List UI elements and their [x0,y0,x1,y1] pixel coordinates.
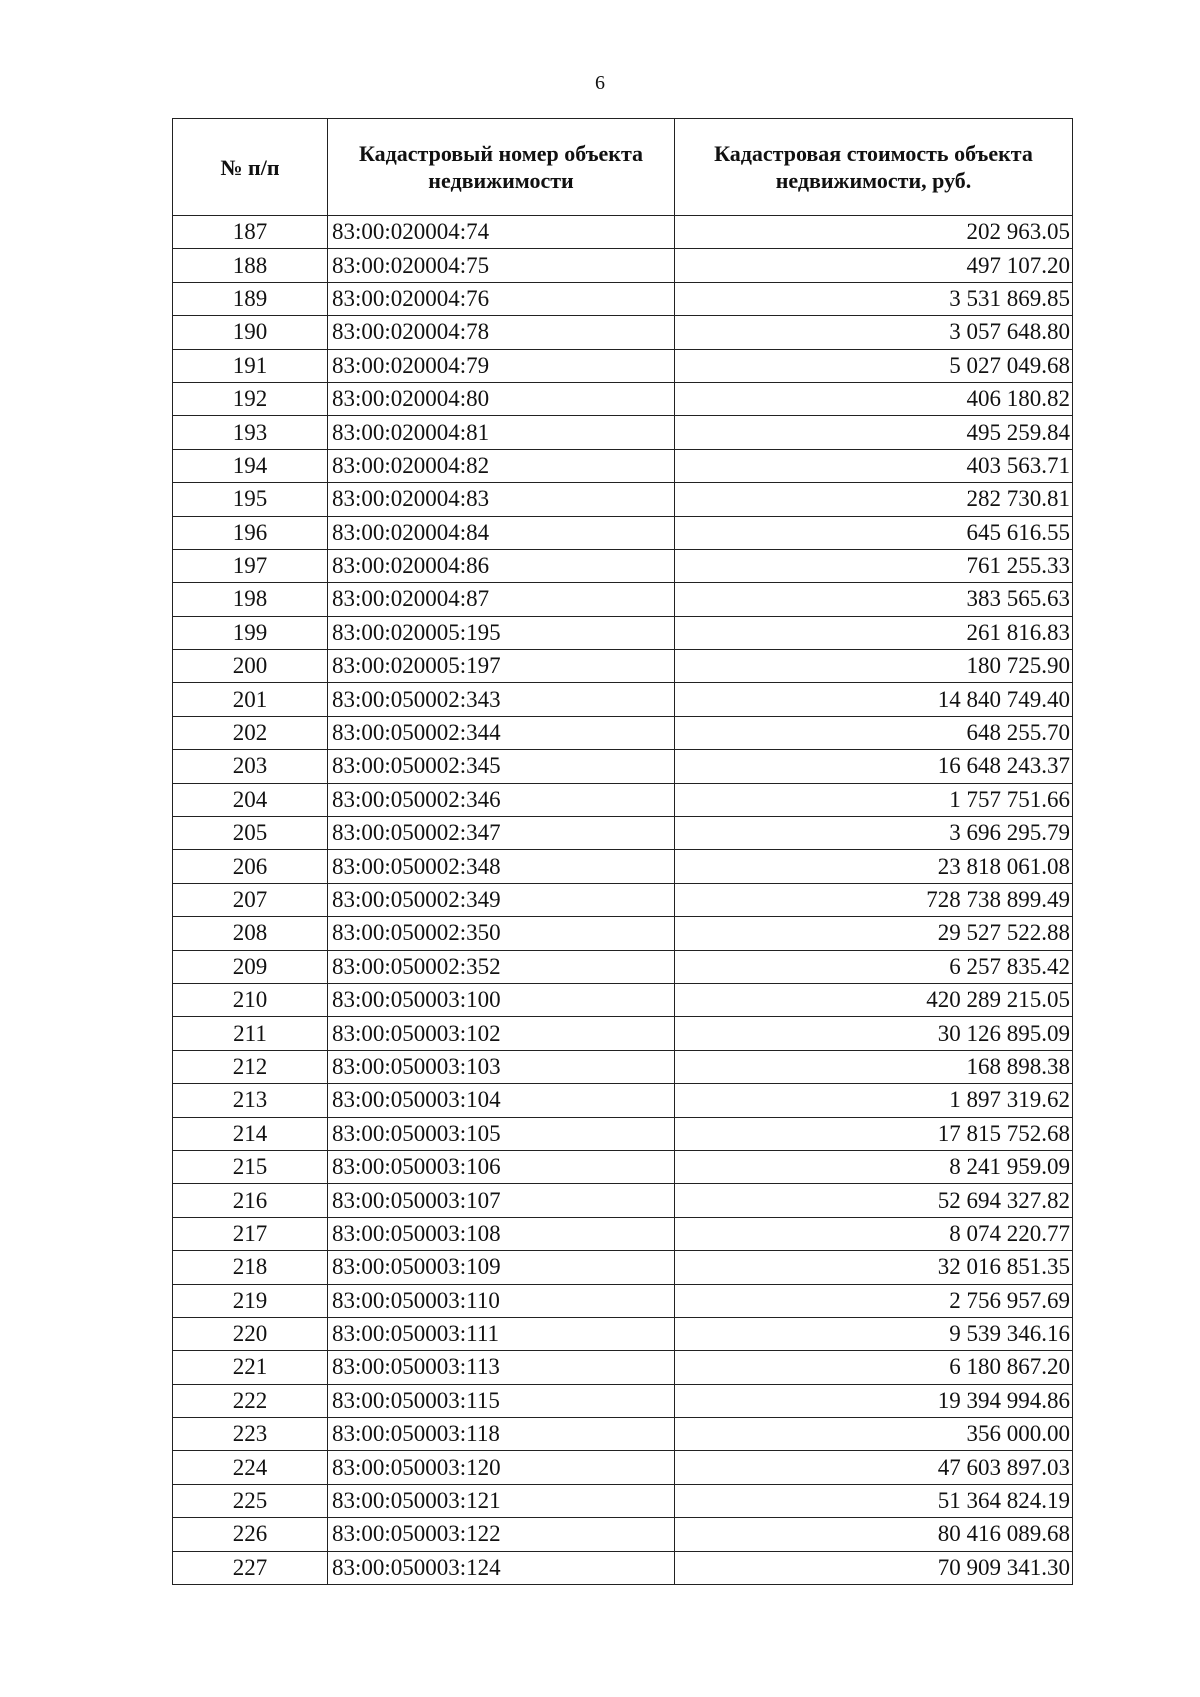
cadastral-value-cell: 495 259.84 [675,416,1073,449]
cadastral-value-cell: 420 289 215.05 [675,983,1073,1016]
table-row [173,650,1073,683]
cadastral-value-cell: 1 897 319.62 [675,1084,1073,1117]
row-number-cell: 193 [173,416,328,449]
cadastral-number-cell: 83:00:020004:82 [328,449,675,482]
table-row [173,449,1073,482]
row-number-cell: 202 [173,716,328,749]
table-row [173,950,1073,983]
row-number-cell: 208 [173,917,328,950]
cadastral-number-cell: 83:00:050003:115 [328,1384,675,1417]
cadastral-table-container [172,118,1072,1585]
cadastral-number-cell: 83:00:050002:348 [328,850,675,883]
row-number-cell: 216 [173,1184,328,1217]
table-row [173,316,1073,349]
row-number-cell: 192 [173,382,328,415]
row-number-cell: 205 [173,817,328,850]
cadastral-number-cell: 83:00:020004:80 [328,382,675,415]
table-row [173,1317,1073,1350]
table-row [173,850,1073,883]
row-number-cell: 196 [173,516,328,549]
cadastral-number-cell: 83:00:050003:104 [328,1084,675,1117]
row-number-cell: 198 [173,583,328,616]
cadastral-number-cell: 83:00:020004:75 [328,249,675,282]
row-number-cell: 225 [173,1484,328,1517]
cadastral-value-cell: 8 241 959.09 [675,1150,1073,1183]
cadastral-number-cell: 83:00:050002:352 [328,950,675,983]
row-number-cell: 206 [173,850,328,883]
table-row [173,1050,1073,1083]
table-header [173,119,1073,216]
cadastral-number-cell: 83:00:050002:345 [328,750,675,783]
cadastral-number-cell: 83:00:020004:86 [328,549,675,582]
cadastral-value-cell: 648 255.70 [675,716,1073,749]
cadastral-number-cell: 83:00:050003:108 [328,1217,675,1250]
cadastral-number-cell: 83:00:020004:74 [328,216,675,249]
row-number-cell: 207 [173,883,328,916]
table-row [173,416,1073,449]
row-number-cell: 219 [173,1284,328,1317]
cadastral-value-cell: 14 840 749.40 [675,683,1073,716]
cadastral-value-cell: 6 180 867.20 [675,1351,1073,1384]
cadastral-number-cell: 83:00:050003:102 [328,1017,675,1050]
row-number-cell: 203 [173,750,328,783]
cadastral-value-cell: 180 725.90 [675,650,1073,683]
table-row [173,1217,1073,1250]
cadastral-value-cell: 406 180.82 [675,382,1073,415]
cadastral-number-cell: 83:00:050002:350 [328,917,675,950]
cadastral-number-cell: 83:00:050003:110 [328,1284,675,1317]
cadastral-value-cell: 383 565.63 [675,583,1073,616]
cadastral-value-cell: 9 539 346.16 [675,1317,1073,1350]
table-row [173,382,1073,415]
row-number-cell: 224 [173,1451,328,1484]
table-row [173,817,1073,850]
cadastral-value-cell: 5 027 049.68 [675,349,1073,382]
table-row [173,483,1073,516]
cadastral-number-cell: 83:00:050003:105 [328,1117,675,1150]
table-row [173,716,1073,749]
cadastral-number-cell: 83:00:050002:346 [328,783,675,816]
row-number-cell: 217 [173,1217,328,1250]
cadastral-number-cell: 83:00:050003:121 [328,1484,675,1517]
cadastral-value-cell: 761 255.33 [675,549,1073,582]
table-row [173,983,1073,1016]
cadastral-number-cell: 83:00:050003:113 [328,1351,675,1384]
cadastral-number-cell: 83:00:020005:195 [328,616,675,649]
row-number-cell: 218 [173,1251,328,1284]
table-row [173,917,1073,950]
table-row [173,282,1073,315]
cadastral-value-cell: 70 909 341.30 [675,1551,1073,1584]
cadastral-number-cell: 83:00:050003:100 [328,983,675,1016]
cadastral-value-table [172,118,1073,1585]
row-number-cell: 187 [173,216,328,249]
cadastral-value-cell: 3 696 295.79 [675,817,1073,850]
row-number-cell: 188 [173,249,328,282]
cadastral-value-cell: 3 057 648.80 [675,316,1073,349]
cadastral-number-cell: 83:00:020004:76 [328,282,675,315]
cadastral-number-cell: 83:00:020004:84 [328,516,675,549]
header-cadastral-value: Кадастровая стоимость объекта недвижимости, руб. [675,119,1073,216]
cadastral-value-cell: 497 107.20 [675,249,1073,282]
row-number-cell: 227 [173,1551,328,1584]
row-number-cell: 211 [173,1017,328,1050]
table-row [173,516,1073,549]
cadastral-number-cell: 83:00:050003:103 [328,1050,675,1083]
table-body [173,216,1073,1585]
cadastral-value-cell: 282 730.81 [675,483,1073,516]
table-row [173,883,1073,916]
cadastral-value-cell: 6 257 835.42 [675,950,1073,983]
row-number-cell: 212 [173,1050,328,1083]
table-row [173,1117,1073,1150]
cadastral-value-cell: 51 364 824.19 [675,1484,1073,1517]
cadastral-number-cell: 83:00:050002:343 [328,683,675,716]
table-row [173,616,1073,649]
cadastral-value-cell: 202 963.05 [675,216,1073,249]
table-row [173,1184,1073,1217]
cadastral-number-cell: 83:00:050003:120 [328,1451,675,1484]
table-row [173,683,1073,716]
cadastral-value-cell: 80 416 089.68 [675,1518,1073,1551]
cadastral-number-cell: 83:00:050002:349 [328,883,675,916]
cadastral-value-cell: 17 815 752.68 [675,1117,1073,1150]
cadastral-value-cell: 52 694 327.82 [675,1184,1073,1217]
cadastral-number-cell: 83:00:020004:78 [328,316,675,349]
table-row [173,750,1073,783]
row-number-cell: 189 [173,282,328,315]
cadastral-value-cell: 403 563.71 [675,449,1073,482]
row-number-cell: 190 [173,316,328,349]
row-number-cell: 226 [173,1518,328,1551]
row-number-cell: 191 [173,349,328,382]
row-number-cell: 220 [173,1317,328,1350]
cadastral-number-cell: 83:00:020004:79 [328,349,675,382]
cadastral-number-cell: 83:00:050003:118 [328,1418,675,1451]
table-row [173,249,1073,282]
cadastral-number-cell: 83:00:050003:111 [328,1317,675,1350]
row-number-cell: 199 [173,616,328,649]
row-number-cell: 214 [173,1117,328,1150]
row-number-cell: 223 [173,1418,328,1451]
table-row [173,1518,1073,1551]
cadastral-number-cell: 83:00:020005:197 [328,650,675,683]
cadastral-value-cell: 1 757 751.66 [675,783,1073,816]
row-number-cell: 215 [173,1150,328,1183]
row-number-cell: 201 [173,683,328,716]
cadastral-number-cell: 83:00:020004:87 [328,583,675,616]
cadastral-value-cell: 168 898.38 [675,1050,1073,1083]
row-number-cell: 200 [173,650,328,683]
row-number-cell: 195 [173,483,328,516]
row-number-cell: 197 [173,549,328,582]
cadastral-value-cell: 261 816.83 [675,616,1073,649]
cadastral-number-cell: 83:00:050002:347 [328,817,675,850]
page-number: 6 [595,72,605,94]
table-row [173,1384,1073,1417]
table-row [173,1150,1073,1183]
table-row [173,1284,1073,1317]
table-row [173,349,1073,382]
table-row [173,1451,1073,1484]
cadastral-value-cell: 356 000.00 [675,1418,1073,1451]
table-row [173,1418,1073,1451]
cadastral-value-cell: 728 738 899.49 [675,883,1073,916]
row-number-cell: 204 [173,783,328,816]
cadastral-number-cell: 83:00:050003:107 [328,1184,675,1217]
cadastral-value-cell: 23 818 061.08 [675,850,1073,883]
cadastral-value-cell: 8 074 220.77 [675,1217,1073,1250]
cadastral-value-cell: 19 394 994.86 [675,1384,1073,1417]
row-number-cell: 221 [173,1351,328,1384]
table-row [173,1351,1073,1384]
cadastral-number-cell: 83:00:020004:83 [328,483,675,516]
cadastral-number-cell: 83:00:050003:109 [328,1251,675,1284]
cadastral-value-cell: 2 756 957.69 [675,1284,1073,1317]
row-number-cell: 222 [173,1384,328,1417]
cadastral-number-cell: 83:00:050002:344 [328,716,675,749]
cadastral-value-cell: 32 016 851.35 [675,1251,1073,1284]
table-row [173,216,1073,249]
cadastral-number-cell: 83:00:050003:106 [328,1150,675,1183]
table-row [173,1017,1073,1050]
row-number-cell: 213 [173,1084,328,1117]
cadastral-value-cell: 645 616.55 [675,516,1073,549]
cadastral-number-cell: 83:00:050003:122 [328,1518,675,1551]
cadastral-value-cell: 29 527 522.88 [675,917,1073,950]
header-row-number: № п/п [173,119,328,216]
table-row [173,783,1073,816]
cadastral-number-cell: 83:00:050003:124 [328,1551,675,1584]
cadastral-value-cell: 3 531 869.85 [675,282,1073,315]
row-number-cell: 194 [173,449,328,482]
table-row [173,549,1073,582]
row-number-cell: 209 [173,950,328,983]
table-row [173,1251,1073,1284]
cadastral-value-cell: 16 648 243.37 [675,750,1073,783]
cadastral-value-cell: 47 603 897.03 [675,1451,1073,1484]
table-row [173,1084,1073,1117]
table-row [173,1551,1073,1584]
header-cadastral-number: Кадастровый номер объекта недвижимости [328,119,675,216]
cadastral-value-cell: 30 126 895.09 [675,1017,1073,1050]
row-number-cell: 210 [173,983,328,1016]
header-row [173,119,1073,216]
table-row [173,583,1073,616]
table-row [173,1484,1073,1517]
cadastral-number-cell: 83:00:020004:81 [328,416,675,449]
